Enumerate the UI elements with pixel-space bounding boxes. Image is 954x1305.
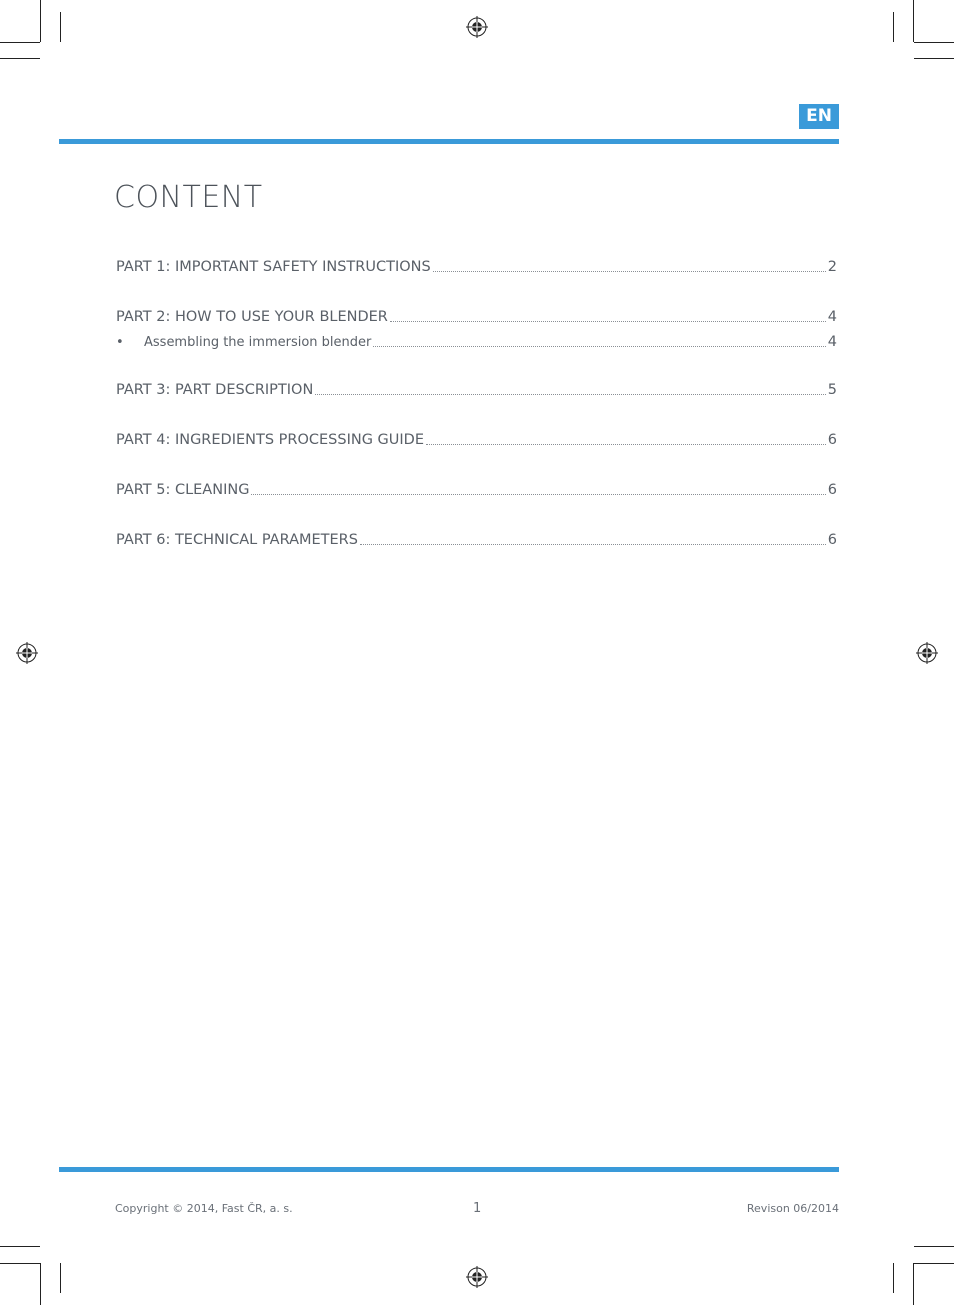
- toc-leader-dots: [373, 346, 825, 347]
- crop-mark: [0, 1246, 40, 1247]
- footer-rule: [59, 1167, 839, 1172]
- registration-mark-icon: [466, 1266, 488, 1288]
- crop-mark: [893, 12, 894, 42]
- toc-leader-dots: [315, 394, 825, 395]
- toc-page-number: 2: [827, 259, 837, 275]
- footer-copyright: Copyright © 2014, Fast ČR, a. s.: [115, 1202, 293, 1215]
- toc-entry-part-2[interactable]: [116, 309, 837, 325]
- toc-label: PART 2: HOW TO USE YOUR BLENDER: [116, 309, 388, 325]
- page-title: CONTENT: [114, 180, 263, 215]
- toc-label: PART 6: TECHNICAL PARAMETERS: [116, 532, 358, 548]
- crop-mark: [914, 1246, 954, 1247]
- toc-label: PART 1: IMPORTANT SAFETY INSTRUCTIONS: [116, 259, 431, 275]
- toc-label: Assembling the immersion blender: [144, 335, 372, 350]
- language-badge: EN: [799, 104, 839, 129]
- registration-mark-icon: [16, 642, 38, 664]
- toc-entry-part-3[interactable]: [116, 382, 837, 398]
- toc-entry-part-4[interactable]: [116, 432, 837, 448]
- crop-mark: [913, 0, 914, 42]
- registration-mark-icon: [916, 642, 938, 664]
- toc-page-number: 4: [827, 334, 837, 350]
- toc-label: PART 4: INGREDIENTS PROCESSING GUIDE: [116, 432, 425, 448]
- bullet-icon: •: [116, 335, 124, 350]
- toc-page-number: 5: [827, 382, 837, 398]
- toc-label: PART 3: PART DESCRIPTION: [116, 382, 314, 398]
- crop-mark: [914, 58, 954, 59]
- crop-mark: [60, 12, 61, 42]
- crop-mark: [914, 42, 954, 43]
- crop-mark: [0, 58, 40, 59]
- toc-leader-dots: [251, 494, 825, 495]
- toc-leader-dots: [426, 444, 826, 445]
- toc-entry-part-6[interactable]: [116, 532, 837, 548]
- crop-mark: [40, 1263, 41, 1305]
- toc-page-number: 6: [827, 482, 837, 498]
- toc-leader-dots: [360, 544, 826, 545]
- toc-page-number: 6: [827, 532, 837, 548]
- crop-mark: [0, 42, 40, 43]
- crop-mark: [60, 1263, 61, 1293]
- toc-entry-part-5[interactable]: [116, 482, 837, 498]
- toc-leader-dots: [390, 321, 826, 322]
- toc-page-number: 6: [827, 432, 837, 448]
- crop-mark: [893, 1263, 894, 1293]
- crop-mark: [40, 0, 41, 42]
- toc-page-number: 4: [827, 309, 837, 325]
- toc-label: PART 5: CLEANING: [116, 482, 250, 498]
- crop-mark: [0, 1263, 40, 1264]
- footer-page-number: 1: [473, 1201, 482, 1216]
- header-rule: [59, 139, 839, 144]
- toc-leader-dots: [433, 271, 826, 272]
- crop-mark: [914, 1263, 954, 1264]
- crop-mark: [913, 1263, 914, 1305]
- registration-mark-icon: [466, 16, 488, 38]
- toc-entry-part-1[interactable]: [116, 259, 837, 275]
- toc-entry-assembling[interactable]: [116, 334, 837, 350]
- footer-revision: Revison 06/2014: [746, 1202, 839, 1215]
